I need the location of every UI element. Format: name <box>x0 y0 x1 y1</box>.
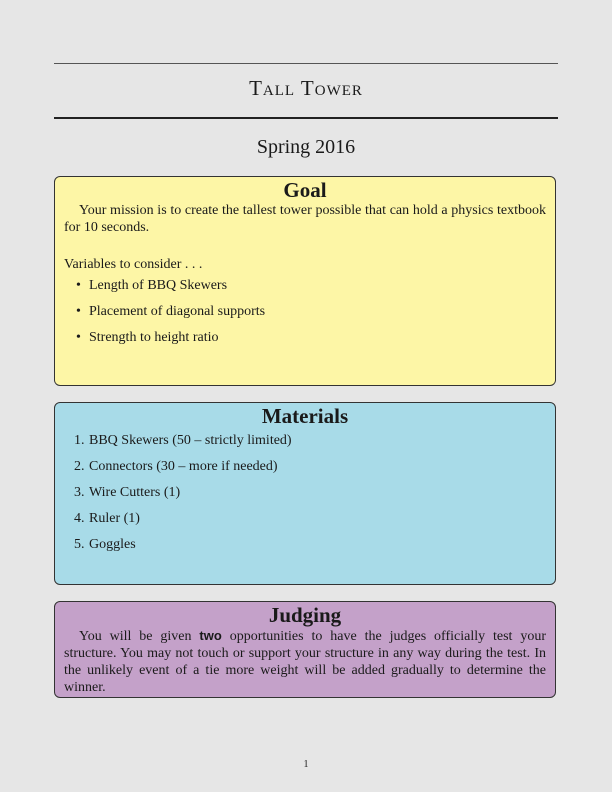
material-number: 3. <box>74 485 85 500</box>
variable-item: • Strength to height ratio <box>64 325 546 351</box>
page-date: Spring 2016 <box>256 136 356 158</box>
goal-mission: Your mission is to create the tallest tower possible that can hold a physics textbook for 10 seconds. <box>64 203 546 235</box>
judging-box <box>54 601 556 698</box>
goal-box <box>54 176 556 386</box>
material-item <box>64 532 546 558</box>
material-text: Goggles <box>89 537 136 552</box>
material-number: 4. <box>74 511 85 526</box>
goal-heading: Goal <box>283 178 327 202</box>
title-rule <box>54 117 558 119</box>
page-number: 1 <box>303 759 309 770</box>
judging-text-after: opportunities to have the judges officially test your structure. You may not touch or support your structure in any way during the test. In the unlikely event of a tie more weight will be added gradually to determine the winner. <box>64 629 546 695</box>
material-number: 2. <box>74 459 85 474</box>
material-item <box>64 506 546 532</box>
material-text: Ruler (1) <box>89 511 140 526</box>
variables-list <box>64 273 546 351</box>
judging-text-before: You will be given <box>79 629 200 644</box>
top-rule <box>54 63 558 64</box>
page-title: Tall Tower <box>249 76 363 100</box>
material-item <box>64 428 546 454</box>
variable-item: • Placement of diagonal supports <box>64 299 546 325</box>
variables-intro: Variables to consider . . . <box>64 257 203 272</box>
material-text: Connectors (30 – more if needed) <box>89 459 278 474</box>
judging-heading: Judging <box>268 603 342 627</box>
materials-list <box>64 428 546 558</box>
material-item <box>64 454 546 480</box>
judging-emphasis: two <box>199 628 222 643</box>
materials-box <box>54 402 556 585</box>
material-number: 5. <box>74 537 85 552</box>
materials-heading: Materials <box>261 404 349 428</box>
material-text: Wire Cutters (1) <box>89 485 181 500</box>
variable-item: • Length of BBQ Skewers <box>64 273 546 299</box>
material-text: BBQ Skewers (50 – strictly limited) <box>89 433 292 448</box>
material-item <box>64 480 546 506</box>
judging-text <box>64 627 546 696</box>
material-number: 1. <box>74 433 85 448</box>
